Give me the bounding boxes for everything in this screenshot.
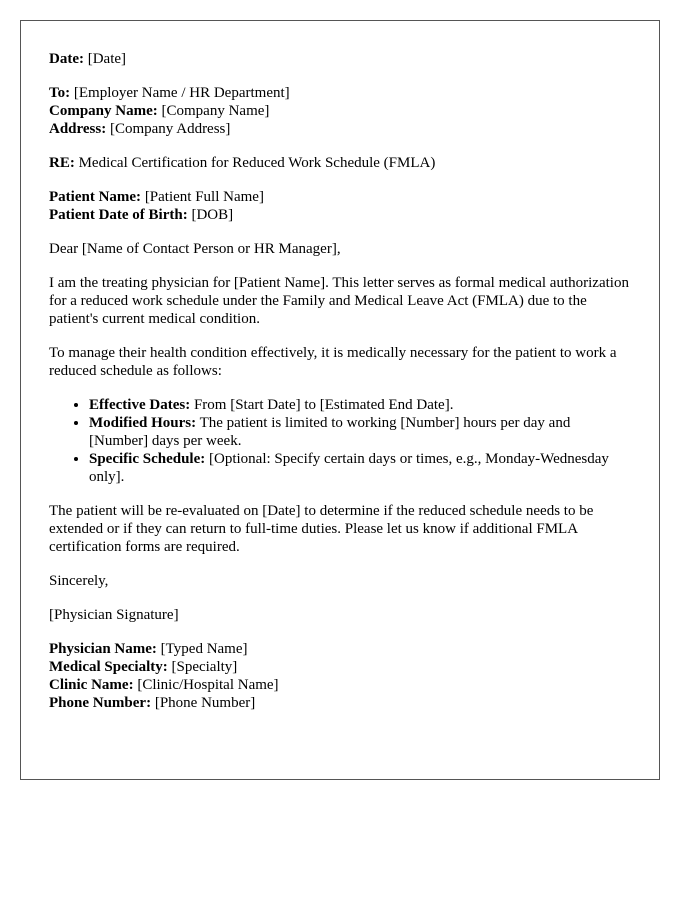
list-item-label: Modified Hours: bbox=[89, 415, 197, 431]
clinic-label: Clinic Name: bbox=[49, 677, 134, 693]
phone-value: [Phone Number] bbox=[154, 695, 256, 711]
re-line bbox=[49, 154, 631, 172]
clinic-value: [Clinic/Hospital Name] bbox=[137, 677, 279, 693]
specialty-label: Medical Specialty: bbox=[49, 659, 168, 675]
date-label: Date: bbox=[49, 51, 84, 67]
phone-label: Phone Number: bbox=[49, 695, 152, 711]
address-line bbox=[49, 120, 631, 138]
physician-name-label: Physician Name: bbox=[49, 641, 157, 657]
to-label: To: bbox=[49, 85, 71, 101]
patient-dob-value: [DOB] bbox=[191, 207, 234, 223]
list-item-label: Specific Schedule: bbox=[89, 451, 206, 467]
patient-dob-label: Patient Date of Birth: bbox=[49, 207, 188, 223]
list-item-text: From [Start Date] to [Estimated End Date]. bbox=[193, 397, 454, 413]
specialty-line bbox=[49, 658, 631, 676]
physician-name-value: [Typed Name] bbox=[160, 641, 248, 657]
letter-page bbox=[20, 20, 660, 780]
closing: Sincerely, bbox=[49, 573, 109, 589]
recipient-block bbox=[49, 84, 631, 138]
address-value: [Company Address] bbox=[109, 121, 231, 137]
date-line bbox=[49, 50, 631, 68]
date-value: [Date] bbox=[87, 51, 127, 67]
phone-line bbox=[49, 694, 631, 712]
list-item-label: Effective Dates: bbox=[89, 397, 191, 413]
company-line bbox=[49, 102, 631, 120]
re-value: Medical Certification for Reduced Work Schedule (FMLA) bbox=[78, 155, 436, 171]
body-paragraph-1: I am the treating physician for [Patient Name]. This letter serves as formal medical authorization for a reduced work schedule under the Family and Medical Leave Act (FMLA) due to the patient's current medical condition. bbox=[49, 275, 629, 327]
body-paragraph-3: The patient will be re-evaluated on [Date] to determine if the reduced schedule needs to be extended or if they can return to full-time duties. Please let us know if additional FMLA certification forms are required. bbox=[49, 503, 594, 555]
patient-name-label: Patient Name: bbox=[49, 189, 142, 205]
physician-block bbox=[49, 640, 631, 712]
list-item-text: [Optional: Specify certain days or times, e.g., Monday-Wednesday only]. bbox=[89, 451, 609, 485]
specialty-value: [Specialty] bbox=[171, 659, 238, 675]
clinic-line bbox=[49, 676, 631, 694]
physician-name-line bbox=[49, 640, 631, 658]
patient-name-line bbox=[49, 188, 631, 206]
signature-placeholder: [Physician Signature] bbox=[49, 607, 179, 623]
address-label: Address: bbox=[49, 121, 107, 137]
list-item-effective-dates bbox=[89, 396, 631, 414]
patient-block bbox=[49, 188, 631, 224]
body-paragraph-2: To manage their health condition effectively, it is medically necessary for the patient to work a reduced schedule as follows: bbox=[49, 345, 617, 379]
date-block bbox=[49, 50, 631, 68]
to-value: [Employer Name / HR Department] bbox=[73, 85, 290, 101]
patient-dob-line bbox=[49, 206, 631, 224]
list-item-text: The patient is limited to working [Number] hours per day and [Number] days per week. bbox=[89, 415, 571, 449]
company-value: [Company Name] bbox=[161, 103, 270, 119]
salutation: Dear [Name of Contact Person or HR Manager], bbox=[49, 241, 341, 257]
re-label: RE: bbox=[49, 155, 75, 171]
re-block bbox=[49, 154, 631, 172]
list-item-modified-hours bbox=[89, 414, 631, 450]
patient-name-value: [Patient Full Name] bbox=[144, 189, 264, 205]
to-line bbox=[49, 84, 631, 102]
schedule-list bbox=[49, 396, 631, 486]
company-label: Company Name: bbox=[49, 103, 158, 119]
list-item-specific-schedule bbox=[89, 450, 631, 486]
